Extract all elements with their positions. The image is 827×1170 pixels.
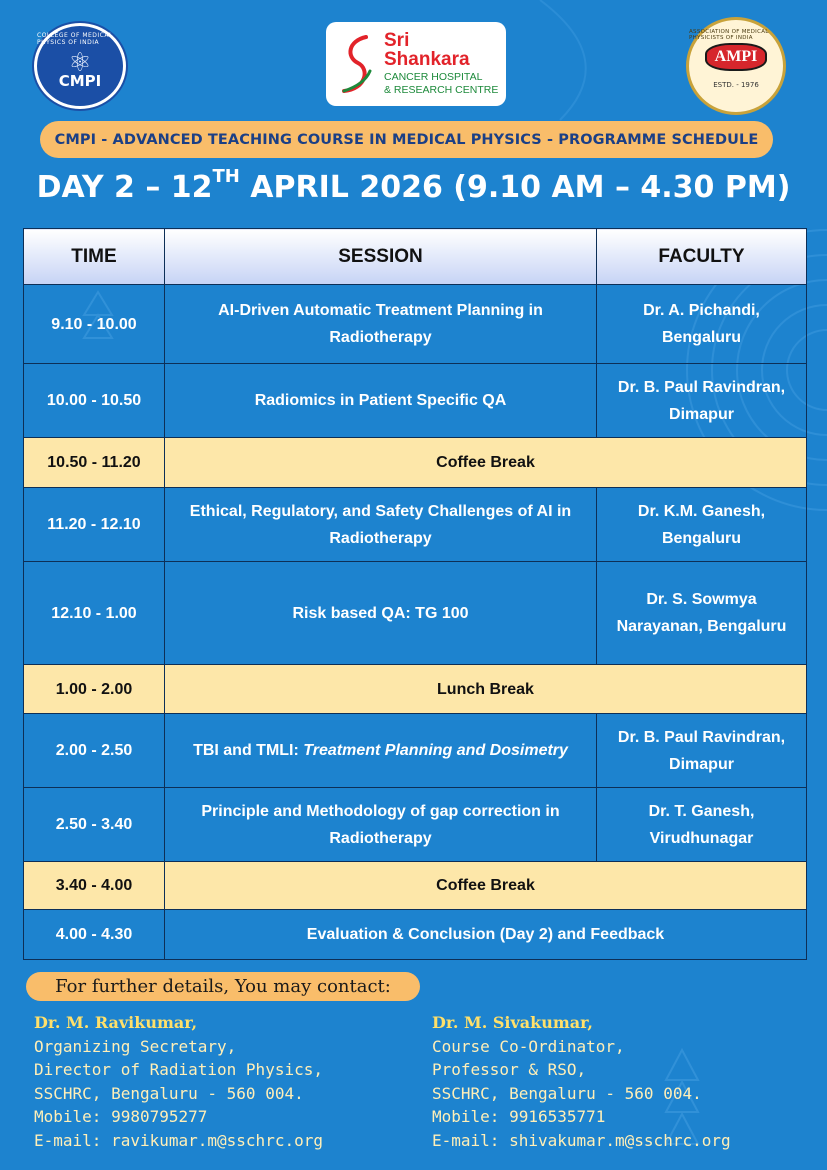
brand-line2: Shankara (384, 49, 470, 70)
contact-right-name: Dr. M. Sivakumar, (432, 1013, 593, 1032)
contact-left (34, 1011, 323, 1152)
session-plain: TBI and TMLI: (193, 742, 304, 759)
row-session: Principle and Methodology of gap correction in Radiotherapy (165, 788, 597, 862)
session-italic: Treatment Planning and Dosimetry (303, 742, 568, 759)
brand-sub-line2: & RESEARCH CENTRE (384, 84, 499, 96)
contact-right-role1: Course Co-Ordinator, (432, 1036, 625, 1056)
row-faculty: Dr. K.M. Ganesh, Bengaluru (597, 488, 807, 562)
row-time: 2.00 - 2.50 (24, 714, 165, 788)
table-row (24, 788, 807, 862)
row-time: 4.00 - 4.30 (24, 910, 165, 960)
row-session: Ethical, Regulatory, and Safety Challenges of AI in Radiotherapy (165, 488, 597, 562)
row-faculty: Dr. S. Sowmya Narayanan, Bengaluru (597, 562, 807, 665)
ampi-logo (686, 17, 786, 115)
row-break-label: Coffee Break (165, 438, 807, 488)
break-row (24, 862, 807, 910)
ampi-ring-text: ASSOCIATION OF MEDICAL PHYSICISTS OF INDIA (689, 29, 769, 41)
row-session: Risk based QA: TG 100 (165, 562, 597, 665)
row-break-label: Coffee Break (165, 862, 807, 910)
contact-left-name: Dr. M. Ravikumar, (34, 1013, 198, 1032)
row-session: AI-Driven Automatic Treatment Planning in Radiotherapy (165, 285, 597, 364)
programme-banner: CMPI - ADVANCED TEACHING COURSE IN MEDICAL PHYSICS - PROGRAMME SCHEDULE (40, 121, 773, 158)
row-break-label: Lunch Break (165, 665, 807, 714)
ampi-estd: ESTD. - 1976 (713, 81, 759, 89)
day-title-sup: TH (212, 166, 240, 187)
table-row (24, 910, 807, 960)
contact-left-address: SSCHRC, Bengaluru - 560 004. (34, 1083, 304, 1103)
table-row (24, 364, 807, 438)
contact-heading: For further details, You may contact: (26, 972, 420, 1001)
row-session: Radiomics in Patient Specific QA (165, 364, 597, 438)
contact-right-role2: Professor & RSO, (432, 1060, 587, 1079)
table-row (24, 285, 807, 364)
day-title-prefix: DAY 2 – 12 (36, 170, 213, 205)
row-time: 3.40 - 4.00 (24, 862, 165, 910)
row-faculty: Dr. T. Ganesh, Virudhunagar (597, 788, 807, 862)
cmpi-logo (34, 23, 126, 109)
brand-line1: Sri (384, 30, 410, 51)
atom-icon: ⚛ (68, 48, 92, 78)
break-row (24, 665, 807, 714)
day-title (0, 166, 827, 205)
row-faculty: Dr. B. Paul Ravindran, Dimapur (597, 714, 807, 788)
table-header-row (24, 229, 807, 285)
contact-right-email: E-mail: shivakumar.m@sschrc.org (432, 1130, 731, 1150)
table-row (24, 562, 807, 665)
contact-left-role2: Director of Radiation Physics, (34, 1060, 323, 1079)
table-row (24, 714, 807, 788)
row-time: 12.10 - 1.00 (24, 562, 165, 665)
day-title-suffix: APRIL 2026 (9.10 AM – 4.30 PM) (239, 170, 791, 205)
sri-shankara-logo (326, 22, 506, 106)
contact-right-address: SSCHRC, Bengaluru - 560 004. (432, 1083, 702, 1103)
row-time: 9.10 - 10.00 (24, 285, 165, 364)
row-session (165, 714, 597, 788)
row-faculty: Dr. A. Pichandi, Bengaluru (597, 285, 807, 364)
row-time: 1.00 - 2.00 (24, 665, 165, 714)
contact-left-email: E-mail: ravikumar.m@sschrc.org (34, 1130, 323, 1150)
cmpi-logo-abbr: CMPI (58, 72, 102, 90)
header-time: TIME (24, 229, 165, 285)
row-time: 11.20 - 12.10 (24, 488, 165, 562)
schedule-table (23, 228, 807, 960)
row-time: 10.50 - 11.20 (24, 438, 165, 488)
contact-left-role1: Organizing Secretary, (34, 1036, 237, 1056)
header-session: SESSION (165, 229, 597, 285)
contact-right-mobile: Mobile: 9916535771 (432, 1107, 606, 1126)
row-time: 10.00 - 10.50 (24, 364, 165, 438)
brand-sub-line1: CANCER HOSPITAL (384, 71, 483, 83)
header-faculty: FACULTY (597, 229, 807, 285)
contact-right (432, 1011, 731, 1152)
row-session: Evaluation & Conclusion (Day 2) and Feedback (165, 910, 807, 960)
contact-left-mobile: Mobile: 9980795277 (34, 1107, 208, 1126)
break-row (24, 438, 807, 488)
swirl-icon (336, 31, 380, 97)
table-row (24, 488, 807, 562)
cmpi-ring-text: COLLEGE OF MEDICAL PHYSICS OF INDIA (37, 32, 113, 46)
row-time: 2.50 - 3.40 (24, 788, 165, 862)
ampi-logo-abbr: AMPI (705, 43, 768, 71)
row-faculty: Dr. B. Paul Ravindran, Dimapur (597, 364, 807, 438)
